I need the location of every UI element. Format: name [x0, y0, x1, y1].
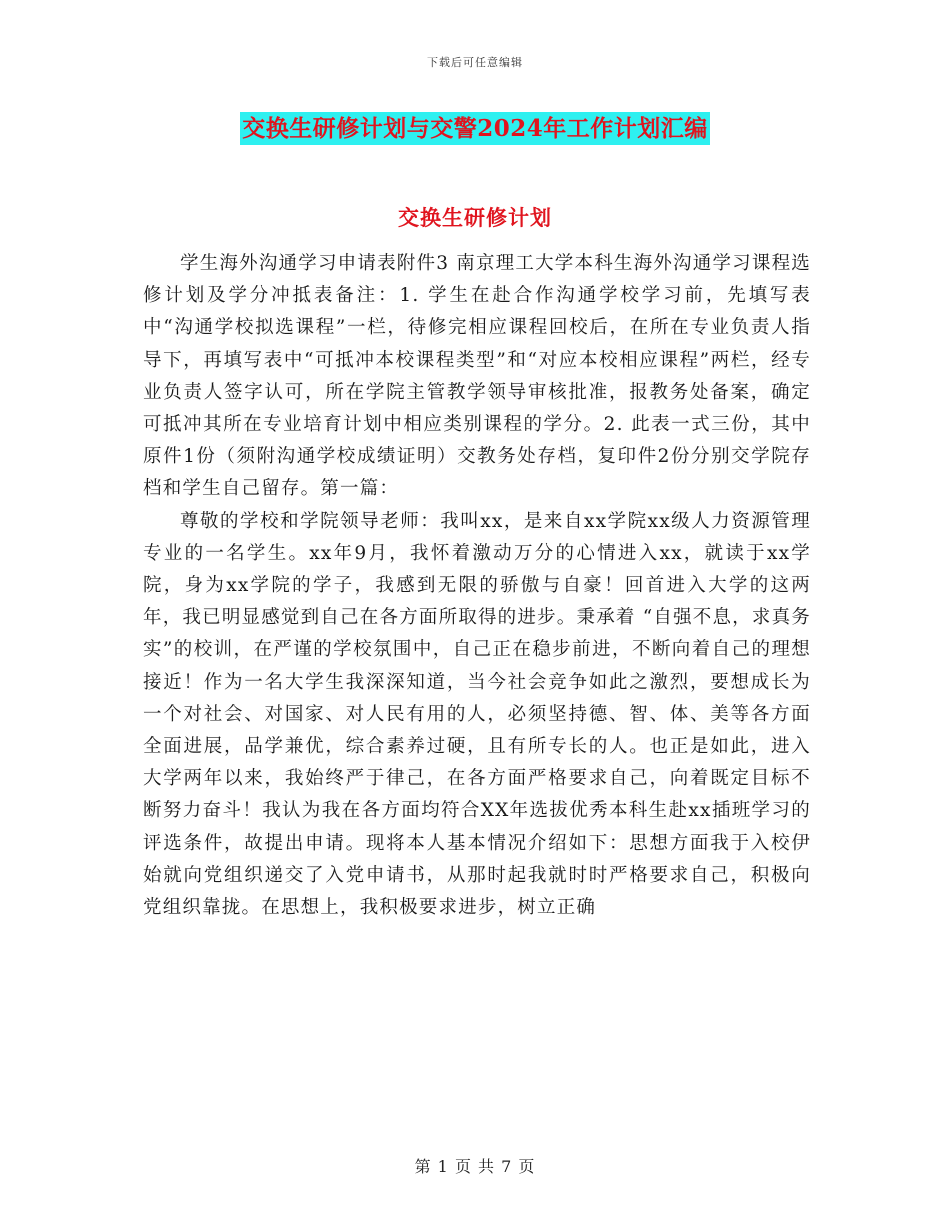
document-body	[143, 248, 811, 924]
page-header-note: 下载后可任意编辑	[427, 56, 523, 69]
paragraph-2: 尊敬的学校和学院领导老师：我叫xx，是来自xx学院xx级人力资源管理专业的一名学生。xx年9月，我怀着激动万分的心情进入xx，就读于xx学院，身为xx学院的学子，我感到无限的骄傲与自豪！回首进入大学的这两年，我已明显感觉到自己在各方面所取得的进步。秉承着 “自强不息，求真务实”的校训，在严谨的学校氛围中，自己正在稳步前进，不断向着自己的理想接近！作为一名大学生我深深知道，当今社会竞争如此之激烈，要想成长为一个对社会、对国家、对人民有用的人，必须坚持德、智、体、美等各方面全面进展，品学兼优，综合素养过硬，且有所专长的人。也正是如此，进入大学两年以来，我始终严于律己，在各方面严格要求自己，向着既定目标不断努力奋斗！我认为我在各方面均符合XX年选拔优秀本科生赴xx插班学习的评选条件，故提出申请。现将本人基本情况介绍如下：思想方面我于入校伊始就向党组织递交了入党申请书，从那时起我就时时严格要求自己，积极向党组织靠拢。在思想上，我积极要求进步，树立正确	[143, 510, 811, 919]
document-title-text: 交换生研修计划与交警2024年工作计划汇编	[240, 112, 710, 145]
paragraph-1: 学生海外沟通学习申请表附件3 南京理工大学本科生海外沟通学习课程选修计划及学分冲抵表备注：1. 学生在赴合作沟通学校学习前，先填写表中“沟通学校拟选课程”一栏，待修完相应课程回校后，在所在专业负责人指导下，再填写表中“可抵冲本校课程类型”和“对应本校相应课程”两栏，经专业负责人签字认可，所在学院主管教学领导审核批准，报教务处备案，确定可抵冲其所在专业培育计划中相应类别课程的学分。2. 此表一式三份，其中原件1份（须附沟通学校成绩证明）交教务处存档，复印件2份分别交学院存档和学生自己留存。第一篇：	[143, 253, 811, 500]
section-title: 交换生研修计划	[398, 205, 552, 230]
document-title	[0, 112, 950, 145]
page-number-footer: 第 1 页 共 7 页	[414, 1157, 536, 1176]
